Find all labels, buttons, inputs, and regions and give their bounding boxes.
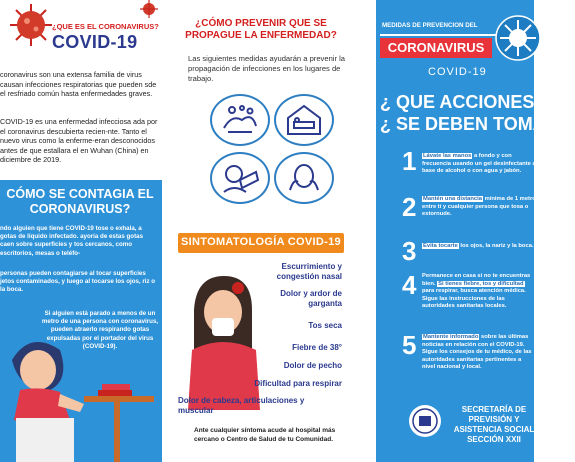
contagion-text-1: ndo alguien que tiene COVID-19 tose o exhala, a gotas de líquido infectado. ayoría de estas gotas caen sobre superficies y tos cercanos, como escritorios, mesas o teléfo- — [0, 225, 144, 257]
section-question: ¿QUE ES EL CORONAVIRUS? — [52, 22, 159, 31]
contagion-title: CÓMO SE CONTAGIA EL CORONAVIRUS? — [6, 187, 154, 216]
step-number-3: 3 — [402, 236, 417, 266]
hospital-advice: Ante cualquier síntoma acude al hospital más cercano o Centro de Salud de tu Comunidad. — [194, 427, 336, 443]
covid-label: COVID-19 — [428, 66, 487, 78]
divider — [380, 34, 500, 36]
virus-small-icon — [140, 0, 158, 18]
contagion-text-3: Si alguien está parado a menos de un metro de una persona con coronavirus, pueden atraerlo respirando gotas expulsadas por el portador del virus (COVID-19). — [41, 310, 159, 350]
covid-paragraph: COVID-19 es una enfermedad infecciosa ada por el coronavirus descubierta recien-nte. Tanto el nuevo virus como la enferme-eran desconocidos antes de que estallara el en Wuhan (China) en diciembre de 2019. — [0, 117, 158, 165]
step-text-5: Mantente informado sobre las últimas noticias en relación con el COVID-19. Sigue los consejos de tu médico, de las autoridades sanitarias pertinentes a nivel nacional y local. — [422, 334, 532, 371]
sick-girl-illustration — [186, 270, 262, 410]
prevention-intro: Las siguientes medidas ayudarán a prevenir la propagación de infecciones en los lugares de trabajo. — [188, 54, 346, 83]
step-number-1: 1 — [402, 146, 417, 176]
symptom-fever: Fiebre de 38° — [292, 343, 342, 352]
step-text-4: Permanece en casa si no te encuentras bien. Si tienes fiebre, tos y dificultad para respirar, busca atención médica. Sigue las instrucciones de las autoridades sanitarias locales. — [422, 273, 531, 310]
symptom-chest-pain: Dolor de pecho — [283, 361, 342, 370]
symptom-head-joints: Dolor de cabeza, articulaciones y muscular — [178, 396, 305, 415]
intro-paragraph: coronavirus son una extensa familia de virus causan infecciones respiratorias que pueden sde el resfriado común hasta enfermedades graves. — [0, 70, 157, 99]
cough-elbow-icon — [210, 152, 270, 204]
step-number-2: 2 — [402, 192, 417, 222]
step-text-3: Evita tocarte los ojos, la nariz y la boca. — [423, 243, 534, 249]
no-face-touch-icon — [274, 152, 334, 204]
organization-name: SECRETARÍA DE PREVISIÓN Y ASISTENCIA SOCIAL SECCIÓN XXII — [453, 405, 535, 444]
actions-question-1: ¿ QUE ACCIONES — [380, 92, 535, 112]
stay-home-icon — [274, 94, 334, 146]
panel-prevention — [172, 0, 350, 462]
step-number-5: 5 — [402, 330, 417, 360]
virus-icon — [8, 2, 54, 48]
prevention-title: ¿CÓMO PREVENIR QUE SE PROPAGUE LA ENFERMEDAD? — [185, 18, 337, 41]
panel-what-is-coronavirus — [0, 0, 162, 462]
union-seal-icon — [408, 404, 442, 438]
symptom-breathing: Dificultad para respirar — [254, 379, 342, 388]
symptom-nasal: Escurrimiento y congestión nasal — [276, 262, 342, 281]
step-text-2: Mantén una distancia mínima de 1 metro entre tí y cualquier persona que tosa o estornude. — [422, 196, 536, 218]
measures-label: MEDIDAS DE PREVENCION DEL — [382, 22, 478, 29]
symptom-dry-cough: Tos seca — [308, 321, 342, 330]
section-title: COVID-19 — [52, 32, 138, 52]
handwash-icon — [210, 94, 270, 146]
panel-actions — [376, 0, 575, 462]
coronavirus-label: CORONAVIRUS — [387, 40, 485, 55]
step-text-1: Lávate las manos a fondo y con frecuencia usando un gel desinfectante a base de alcohol o con agua y jabón. — [422, 153, 536, 175]
actions-question-2: ¿ SE DEBEN TOMAR ? — [380, 114, 575, 134]
virus-emblem-icon — [494, 14, 542, 62]
symptom-throat: Dolor y ardor de garganta — [280, 289, 342, 308]
step-number-4: 4 — [402, 270, 417, 300]
contagion-text-2: personas pueden contagiarse al tocar superficies jetos contaminados, y luego al tocarse los ojos, riz o la boca. — [0, 270, 156, 294]
symptoms-title: SINTOMATOLOGÍA COVID-19 — [181, 236, 341, 248]
table-illustration — [84, 396, 154, 462]
